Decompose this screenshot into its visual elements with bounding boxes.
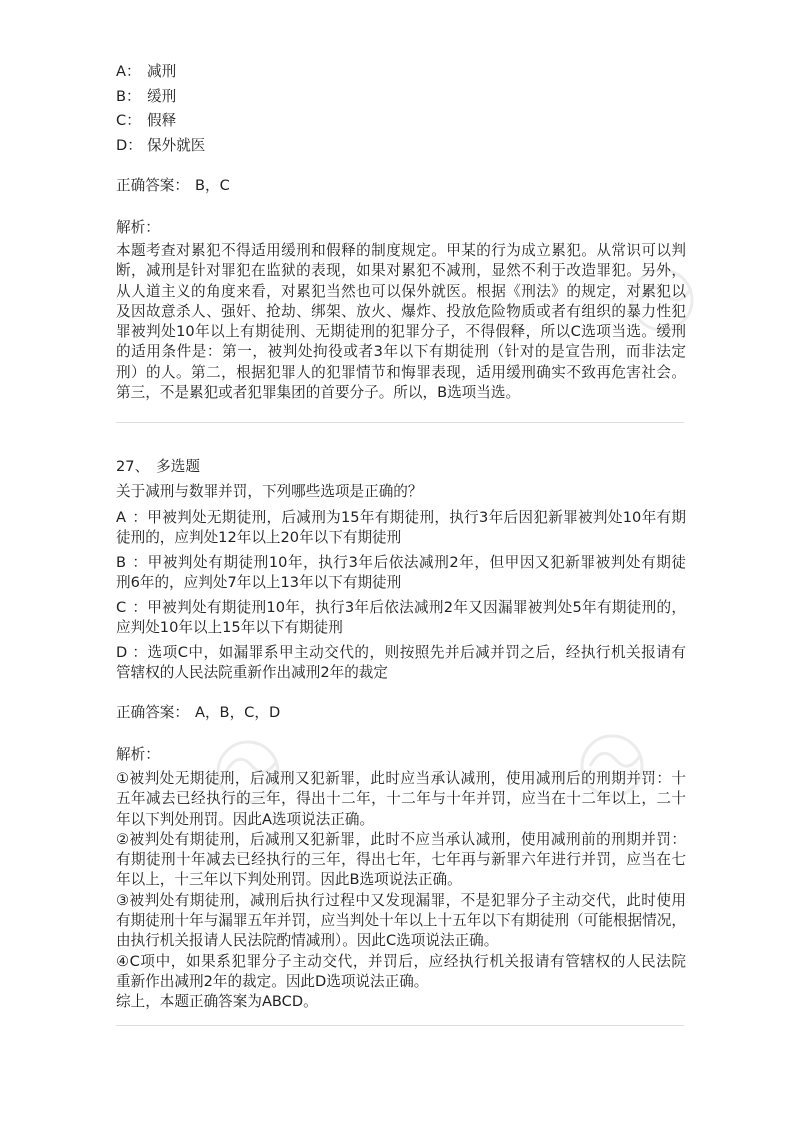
analysis-line: 综上，本题正确答案为ABCD。	[116, 993, 318, 1011]
analysis-line: 年以下判处刑罚。因此A选项说法正确。	[116, 810, 375, 828]
option-line	[116, 553, 686, 573]
option-label: C：	[116, 599, 147, 616]
question-number: 27、	[116, 458, 150, 475]
question-options	[116, 508, 686, 688]
option-c	[116, 598, 686, 643]
question-answer	[116, 703, 686, 723]
option-a	[116, 508, 686, 553]
previous-options	[116, 62, 686, 161]
option-line: 徒刑的，应判处12年以上20年以下有期徒刑	[116, 529, 402, 546]
analysis-line: 本题考查对累犯不得适用缓刑和假释的制度规定。甲某的行为成立累犯。从常识可以判	[116, 242, 686, 259]
analysis-line: 第三，不是累犯或者犯罪集团的首要分子。所以，B选项当选。	[116, 384, 521, 402]
option-label: C：	[116, 112, 141, 130]
analysis-line: 由执行机关报请人民法院酌情减刑）。因此C选项说法正确。	[116, 932, 499, 950]
analysis-line: 从人道主义的角度来看，对累犯当然也可以保外就医。根据《刑法》的规定，对累犯以	[116, 282, 686, 300]
option-label: B：	[116, 554, 147, 571]
answer-label: 正确答案：	[116, 704, 189, 721]
option-d	[116, 643, 686, 688]
analysis-line: ④C项中，如果系犯罪分子主动交代，并罚后，应经执行机关报请有管辖权的人民法院	[116, 952, 686, 970]
option-row	[116, 87, 686, 112]
analysis-line: 有期徒刑十年减去已经执行的三年，得出七年，七年再与新罪六年进行并罚，应当在七	[116, 851, 686, 869]
option-line: 应判处10年以上15年以下有期徒刑	[116, 619, 343, 636]
analysis-line: ③被判处有期徒刑，减刑后执行过程中又发现漏罪，不是犯罪分子主动交代，此时使用	[116, 891, 686, 909]
option-label: A：	[116, 63, 141, 80]
option-line	[116, 643, 686, 663]
option-line: 管辖权的人民法院重新作出减刑2年的裁定	[116, 664, 388, 681]
analysis-line: 重新作出减刑2年的裁定。因此D选项说法正确。	[116, 972, 429, 990]
option-text: 假释	[147, 112, 177, 130]
answer-value: B，C	[194, 177, 230, 194]
option-text: 甲被判处有期徒刑10年，执行3年后依法减刑2年又因漏罪被判处5年有期徒刑的，	[147, 599, 686, 616]
analysis-line: ①被判处无期徒刑，后减刑又犯新罪，此时应当承认减刑，使用减刑后的刑期并罚：十	[116, 770, 686, 787]
option-label: D：	[116, 644, 147, 661]
option-line	[116, 598, 686, 618]
analysis-line: 刑）的人。第二，根据犯罪人的犯罪情节和悔罪表现，适用缓刑确实不致再危害社会。	[116, 363, 686, 381]
previous-analysis-label: 解析：	[116, 219, 160, 236]
option-text: 甲被判处有期徒刑10年，执行3年后依法减刑2年，但甲因又犯新罪被判处有期徒	[147, 554, 686, 571]
question-stem: 关于减刑与数罪并罚，下列哪些选项是正确的？	[116, 483, 423, 500]
option-label: A：	[116, 509, 147, 526]
option-label: D：	[116, 136, 142, 154]
analysis-line: ②被判处有期徒刑，后减刑又犯新罪，此时不应当承认减刑，使用减刑前的刑期并罚：	[116, 830, 686, 848]
option-line	[116, 508, 686, 528]
section-divider	[116, 422, 684, 423]
option-row	[116, 136, 686, 161]
option-text: 甲被判处无期徒刑，后减刑为15年有期徒刑，执行3年后因犯新罪被判处10年有期	[147, 509, 686, 526]
previous-answer	[116, 176, 686, 196]
question-type: 多选题	[156, 458, 200, 475]
option-row	[116, 62, 686, 87]
analysis-line: 有期徒刑十年与漏罪五年并罚，应当判处十年以上十五年以下有期徒刑（可能根据情况，	[116, 912, 686, 930]
question-header	[116, 457, 686, 477]
analysis-line: 的适用条件是：第一，被判处拘役或者3年以下有期徒刑（针对的是宣告刑，而非法定	[116, 343, 686, 361]
analysis-line: 罪被判处10年以上有期徒刑、无期徒刑的犯罪分子，不得假释，所以C选项当选。缓刑	[116, 323, 686, 341]
previous-analysis	[116, 241, 686, 403]
analysis-line: 断，减刑是针对罪犯在监狱的表现，如果对累犯不减刑，显然不利于改造罪犯。另外，	[116, 262, 686, 280]
question-analysis-label: 解析：	[116, 746, 160, 763]
option-row	[116, 111, 686, 136]
option-b	[116, 553, 686, 598]
option-text: 选项C中，如漏罪系甲主动交代的，则按照先并后减并罚之后，经执行机关报请有	[147, 644, 686, 661]
answer-value: A，B，C，D	[194, 704, 281, 721]
option-label: B：	[116, 87, 141, 105]
option-text: 保外就医	[147, 136, 206, 154]
analysis-line: 年以上，十三年以下判处刑罚。因此B选项说法正确。	[116, 871, 462, 889]
analysis-line: 五年减去已经执行的三年，得出十二年，十二年与十年并罚，应当在十二年以上，二十	[116, 790, 686, 808]
analysis-line: 及因故意杀人、强奸、抢劫、绑架、放火、爆炸、投放危险物质或者有组织的暴力性犯	[116, 302, 686, 320]
section-divider	[116, 1025, 684, 1026]
option-text: 减刑	[147, 63, 177, 80]
answer-label: 正确答案：	[116, 177, 189, 194]
option-line: 刑6年的，应判处7年以上13年以下有期徒刑	[116, 574, 402, 591]
option-text: 缓刑	[147, 87, 177, 105]
question-analysis	[116, 769, 686, 1013]
